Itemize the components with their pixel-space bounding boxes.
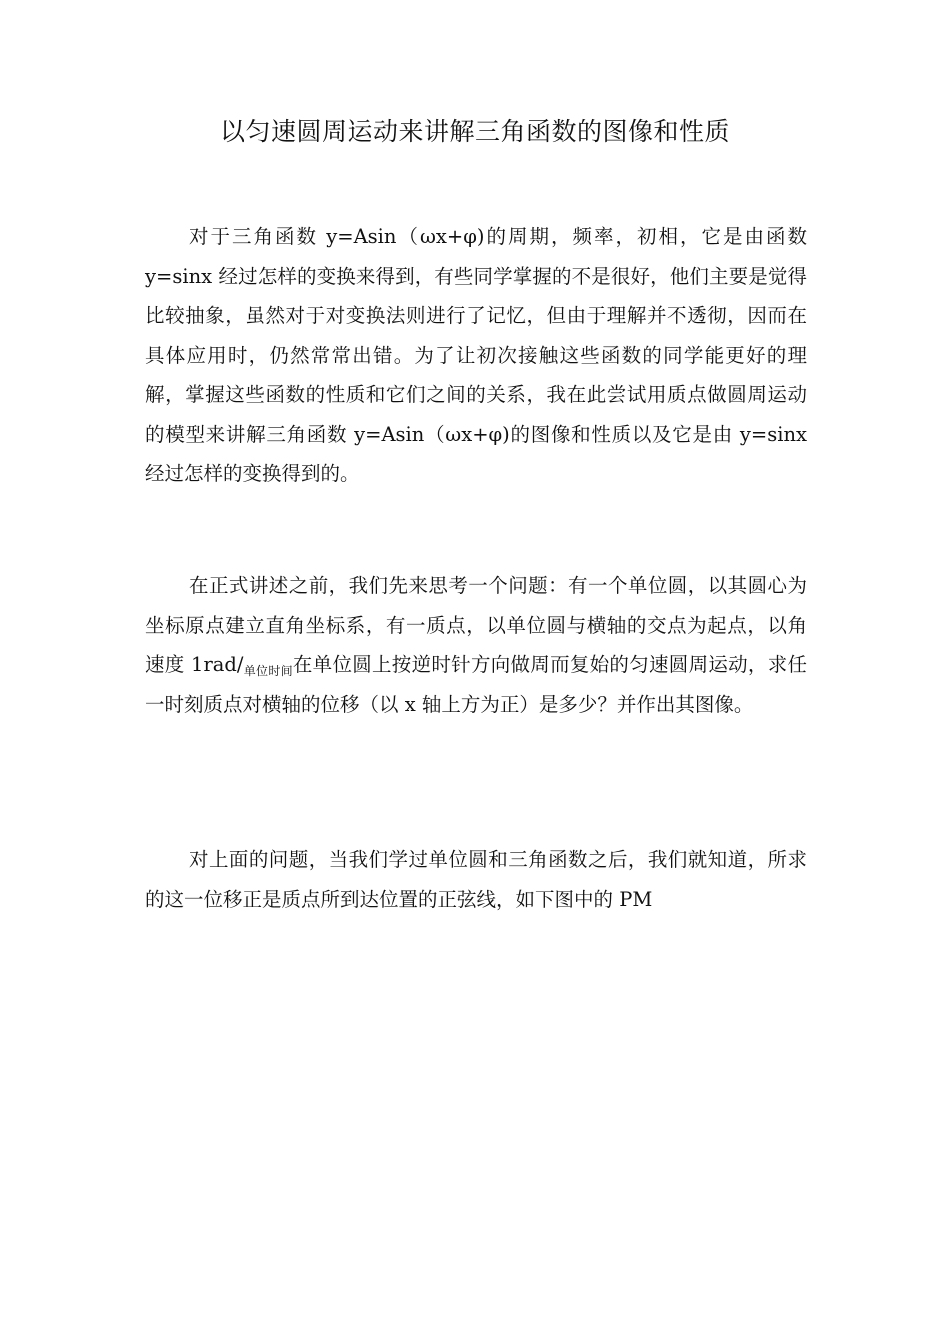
paragraph-problem [145, 566, 807, 724]
paragraph-problem-text-start: 在正式讲述之前，我们先来思考一个问题：有一个单位圆，以其圆心为坐标原点建立直角坐标系，有一质点，以单位圆与横轴的交点为起点，以角速度 1rad/ [145, 574, 807, 676]
paragraph-intro: 对于三角函数 y=Asin（ωx+φ)的周期，频率，初相，它是由函数 y=sinx 经过怎样的变换来得到，有些同学掌握的不是很好，他们主要是觉得比较抽象，虽然对于对变换法则进行了记忆，但由于理解并不透彻，因而在具体应用时，仍然常常出错。为了让初次接触这些函数的同学能更好的理解，掌握这些函数的性质和它们之间的关系，我在此尝试用质点做圆周运动的模型来讲解三角函数 y=Asin（ωx+φ)的图像和性质以及它是由 y=sinx 经过怎样的变换得到的。 [145, 225, 807, 485]
unit-time-subscript: 单位时间 [243, 664, 293, 678]
paragraph-problem-text-end: 在单位圆上按逆时针方向做周而复始的匀速圆周运动，求任一时刻质点对横轴的位移（以 x 轴上方为正）是多少？并作出其图像。 [145, 653, 807, 716]
document-title: 以匀速圆周运动来讲解三角函数的图像和性质 [219, 117, 730, 146]
paragraph-answer: 对上面的问题，当我们学过单位圆和三角函数之后，我们就知道，所求的这一位移正是质点所到达位置的正弦线，如下图中的 PM [145, 848, 807, 911]
